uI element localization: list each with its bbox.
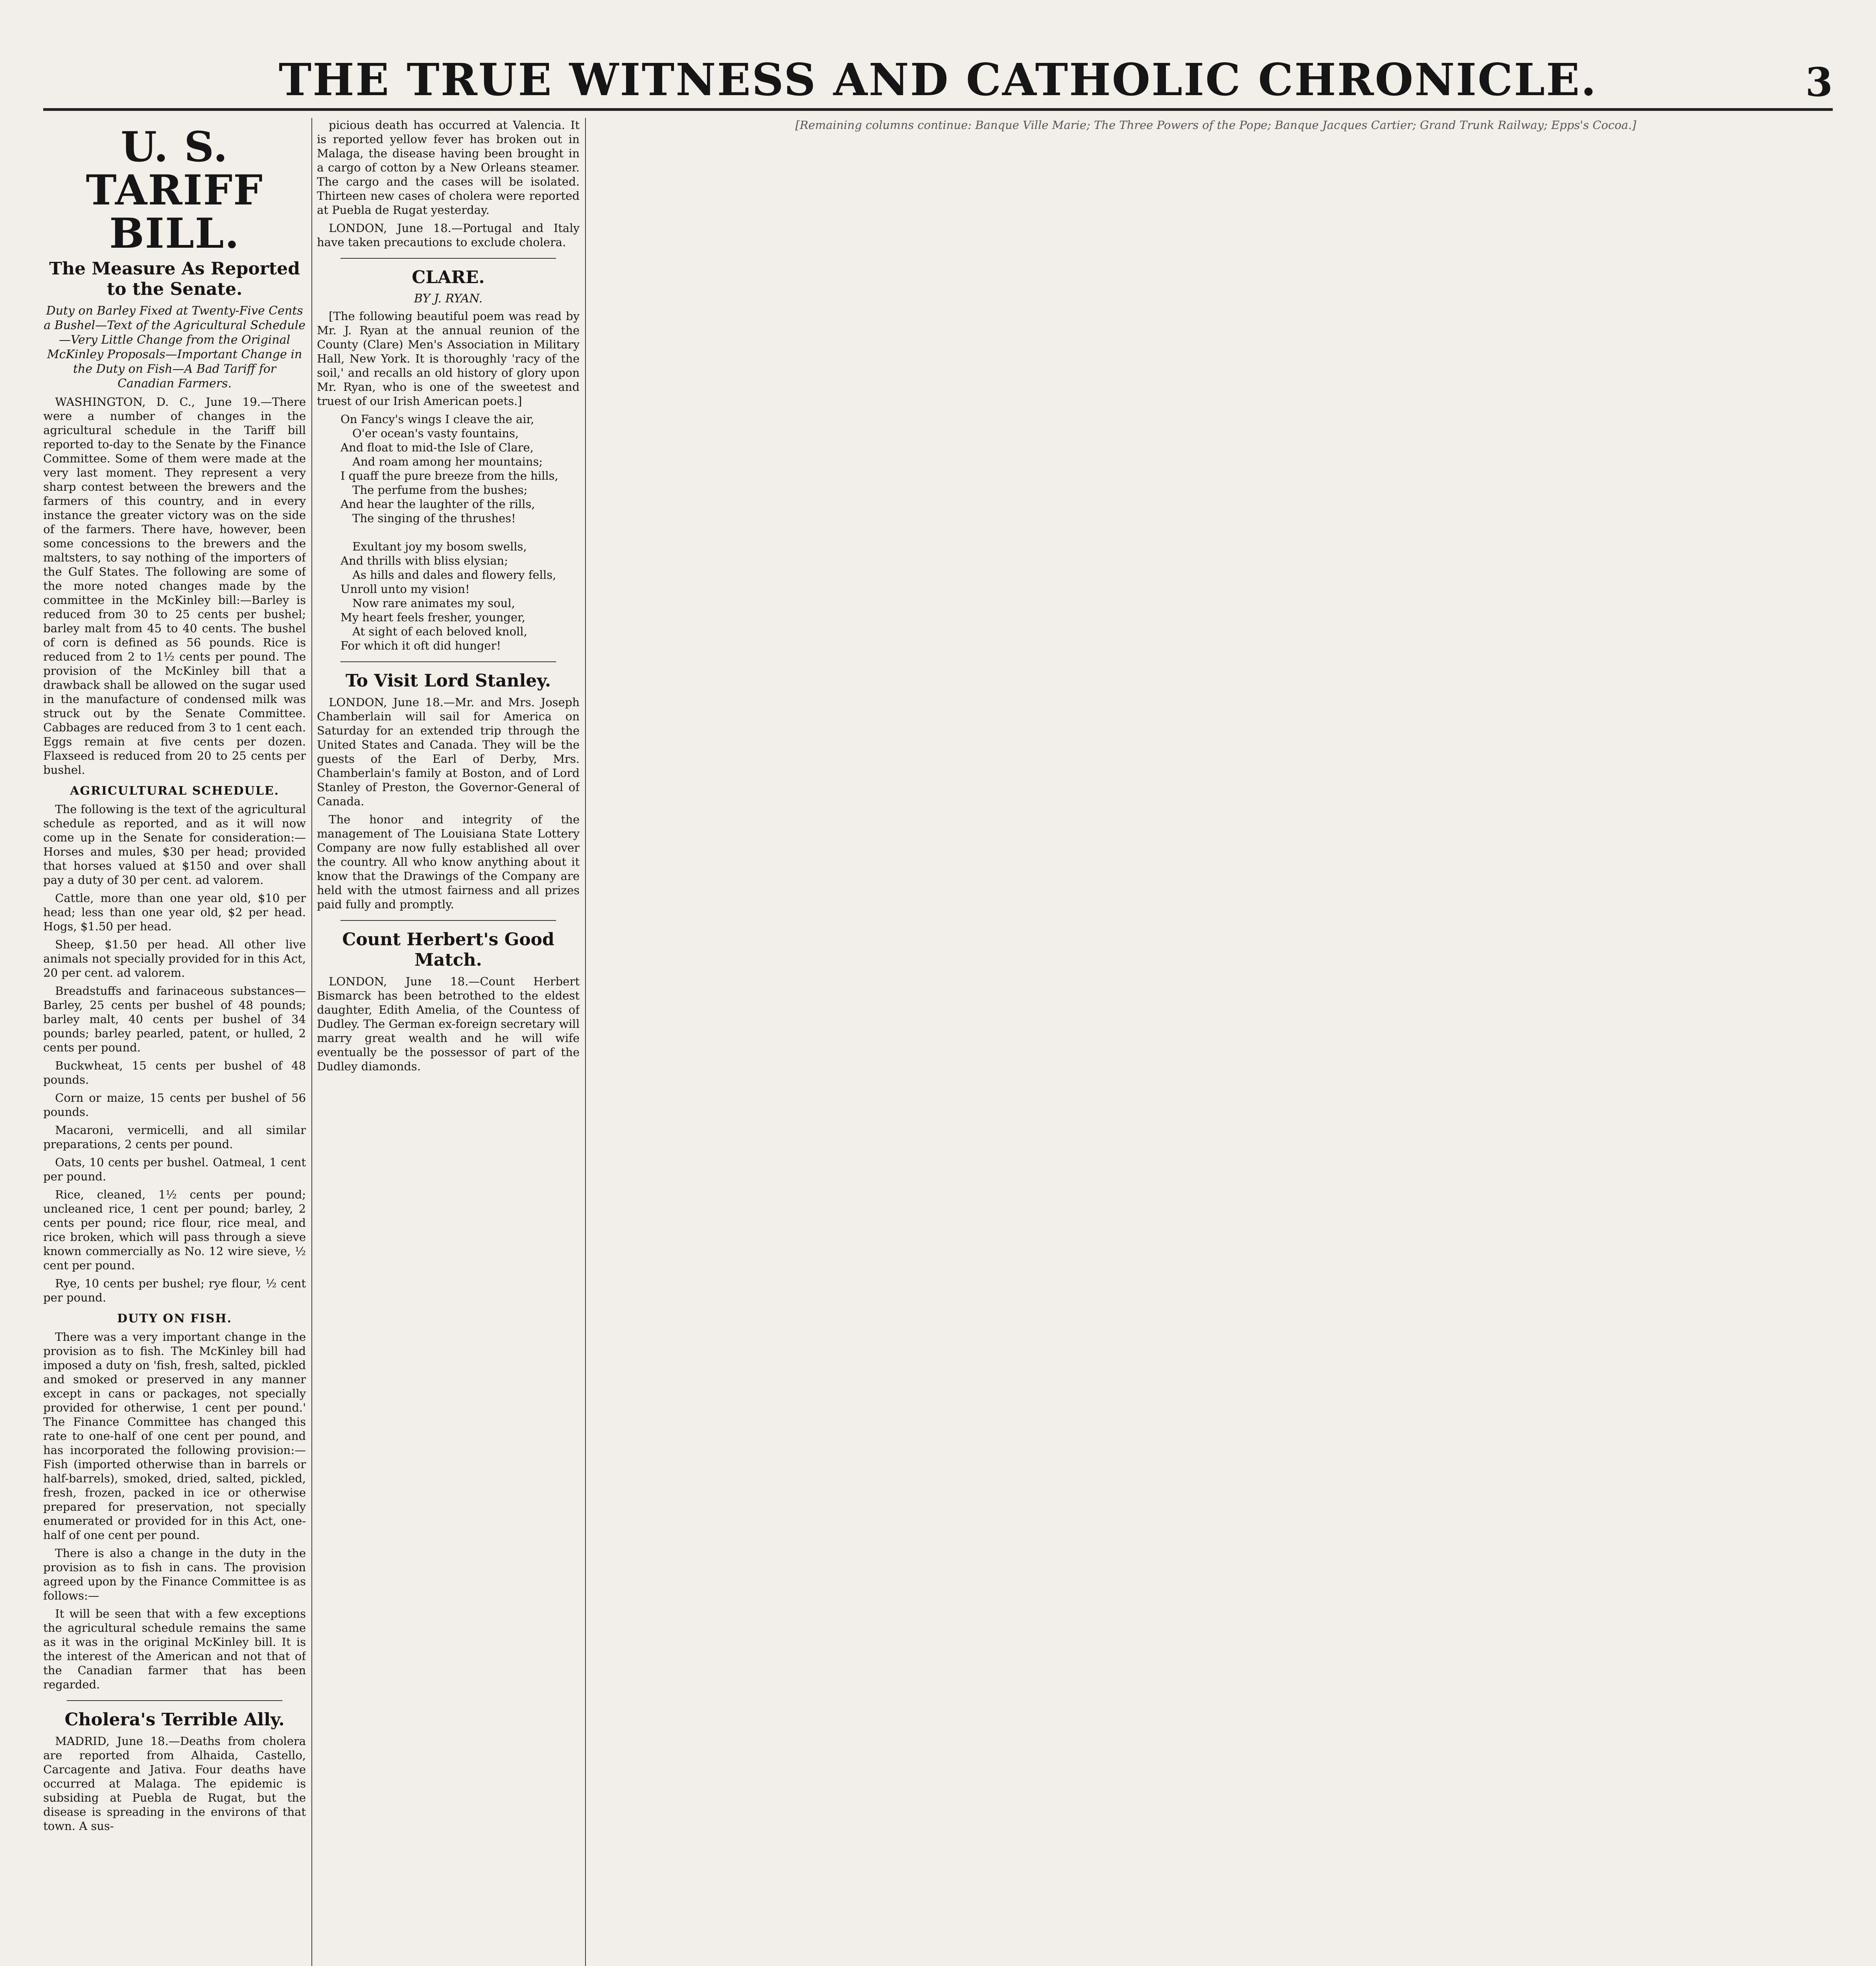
paragraph: Breadstuffs and farinaceous substances—Barley, 25 cents per bushel of 48 pounds; barley malt, 40 cents per bushel of 34 pounds; barley pearled, patent, or hulled, 2 cents per pound.	[43, 984, 306, 1054]
column-rule	[585, 118, 586, 1966]
paragraph: Corn or maize, 15 cents per bushel of 56 pounds.	[43, 1091, 306, 1119]
article-deck-tariff: Duty on Barley Fixed at Twenty-Five Cents a Bushel—Text of the Agricultural Schedule—Very Little Change from the Original McKinley Proposals—Important Change in the Duty on Fish—A Bad Tariff for Canadian Farmers.	[44, 304, 306, 390]
poem-line: Exultant joy my bosom swells,	[352, 540, 527, 553]
separator	[341, 920, 556, 921]
column-2	[317, 118, 580, 1966]
poem-body	[317, 412, 580, 653]
paragraph: LONDON, June 18.—Portugal and Italy have taken precautions to exclude cholera.	[317, 221, 580, 249]
paragraph: It will be seen that with a few exceptions the agricultural schedule remains the same as it was in the original McKinley bill. It is the interest of the American and not that of the Canadian farmer that has been regarded.	[43, 1607, 306, 1691]
separator	[341, 661, 556, 662]
section-heading: AGRICULTURAL SCHEDULE.	[70, 784, 280, 798]
paragraph: WASHINGTON, D. C., June 19.—There were a number of changes in the agricultural schedule in the Tariff bill reported to-day to the Senate by the Finance Committee. Some of them were made at the very last moment. They represent a very sharp contest between the brewers and the farmers of this country, and in every instance the greater victory was on the side of the farmers. There have, however, been some concessions to the brewers and the maltsters, to say nothing of the importers of the Gulf States. The following are some of the more noted changes made by the committee in the McKinley bill:—Barley is reduced from 30 to 25 cents per bushel; barley malt from 45 to 40 cents. The bushel of corn is defined as 56 pounds. Rice is reduced from 2 to 1½ cents per pound. The provision of the McKinley bill that a drawback shall be allowed on the sugar used in the manufacture of condensed milk was struck out by the Senate Committee. Cabbages are reduced from 3 to 1 cent each. Eggs remain at five cents per dozen. Flaxseed is reduced from 20 to 25 cents per bushel.	[43, 395, 306, 777]
poem-line: The perfume from the bushes;	[352, 483, 528, 497]
poem-line: At sight of each beloved knoll,	[352, 625, 527, 638]
newspaper-title: THE TRUE WITNESS AND CATHOLIC CHRONICLE.	[278, 54, 1598, 106]
paragraph: There was a very important change in the provision as to fish. The McKinley bill had imposed a duty on 'fish, fresh, salted, pickled and smoked or preserved in any manner except in cans or packages, not specially provided for otherwise, 1 cent per pound.' The Finance Committee has changed this rate to one-half of one cent per pound, and has incorporated the following provision:—Fish (imported otherwise than in barrels or half-barrels), smoked, dried, salted, pickled, fresh, frozen, packed in ice or otherwise prepared for preservation, not specially enumerated or provided for in this Act, one-half of one cent per pound.	[43, 1330, 306, 1542]
column-rule	[311, 118, 312, 1966]
paragraph: LONDON, June 18.—Mr. and Mrs. Joseph Chamberlain will sail for America on Saturday for an extended trip through the United States and Canada. They will be the guests of the Earl of Derby, Mrs. Chamberlain's family at Boston, and of Lord Stanley of Preston, the Governor-General of Canada.	[317, 696, 580, 808]
paragraph: There is also a change in the duty in the provision as to fish in cans. The provision agreed upon by the Finance Committee is as follows:—	[43, 1546, 306, 1602]
columns-area	[43, 118, 1833, 1966]
remaining-columns	[591, 118, 1829, 1966]
poem-line: For which it oft did hunger!	[341, 639, 501, 652]
paragraph: picious death has occurred at Valencia. It is reported yellow fever has broken out in Malaga, the disease having been brought in a cargo of cotton by a New Orleans steamer. The cargo and the cases will be isolated. Thirteen new cases of cholera were reported at Puebla de Rugat yesterday.	[317, 118, 580, 217]
article-subheading-tariff: The Measure As Reported to the Senate.	[49, 259, 300, 299]
paragraph: Macaroni, vermicelli, and all similar preparations, 2 cents per pound.	[43, 1123, 306, 1151]
poem-line: Now rare animates my soul,	[352, 596, 515, 610]
separator	[67, 1700, 282, 1701]
paragraph: Rye, 10 cents per bushel; rye flour, ½ cent per pound.	[43, 1277, 306, 1304]
article-heading-tariff: U. S. TARIFF BILL.	[86, 122, 263, 258]
poem-line: And float to mid-the Isle of Clare,	[341, 441, 534, 454]
paragraph: The following is the text of the agricultural schedule as reported, and as it will now come up in the Senate for consideration:—Horses and mules, $30 per head; provided that horses valued at $150 and over shall pay a duty of 30 per cent. ad valorem.	[43, 803, 306, 887]
poem-intro: [The following beautiful poem was read by Mr. J. Ryan at the annual reunion of the County (Clare) Men's Association in Military Hall, New York. It is thoroughly 'racy of the soil,' and recalls an old history of glory upon Mr. Ryan, who is one of the sweetest and truest of our Irish American poets.]	[317, 309, 580, 408]
poem-line	[341, 525, 580, 539]
poem-byline: BY J. RYAN.	[414, 292, 483, 306]
poem-line: As hills and dales and flowery fells,	[352, 568, 556, 582]
separator	[341, 258, 556, 259]
paragraph: Rice, cleaned, 1½ cents per pound; uncleaned rice, 1 cent per pound; barley, 2 cents per pound; rice flour, rice meal, and rice broken, which will pass through a sieve known commercially as No. 12 wire sieve, ½ cent per pound.	[43, 1188, 306, 1272]
poem-line: And hear the laughter of the rills,	[341, 497, 535, 511]
article-heading-cholera: Cholera's Terrible Ally.	[64, 1710, 285, 1730]
article-heading-stanley: To Visit Lord Stanley.	[345, 671, 551, 691]
paragraph: LONDON, June 18.—Count Herbert Bismarck has been betrothed to the eldest daughter, Edith Amelia, of the Countess of Dudley. The German ex-foreign secretary will marry great wealth and he will wife eventually be the possessor of part of the Dudley diamonds.	[317, 975, 580, 1073]
page-number: 3	[1805, 59, 1833, 105]
paragraph: MADRID, June 18.—Deaths from cholera are reported from Alhaida, Castello, Carcagente and Jativa. Four deaths have occurred at Malaga. The epidemic is subsiding at Puebla de Rugat, but the disease is spreading in the environs of that town. A sus-	[43, 1734, 306, 1833]
poem-line: And thrills with bliss elysian;	[341, 554, 508, 567]
continuation-note: [Remaining columns continue: Banque Ville Marie; The Three Powers of the Pope; Banque Jacques Cartier; Grand Trunk Railway; Epps's Cocoa.]	[795, 118, 1637, 132]
section-heading: DUTY ON FISH.	[117, 1312, 232, 1325]
paragraph: Oats, 10 cents per bushel. Oatmeal, 1 cent per pound.	[43, 1156, 306, 1183]
poem-line: On Fancy's wings I cleave the air,	[341, 412, 534, 426]
poem-title: CLARE.	[412, 267, 485, 287]
poem-line: My heart feels fresher, younger,	[341, 611, 526, 624]
poem-line: Unroll unto my vision!	[341, 582, 470, 596]
paragraph: Cattle, more than one year old, $10 per head; less than one year old, $2 per head. Hogs, $1.50 per head.	[43, 891, 306, 933]
paragraph: Buckwheat, 15 cents per bushel of 48 pounds.	[43, 1059, 306, 1086]
paragraph: Sheep, $1.50 per head. All other live animals not specially provided for in this Act, 20 per cent. ad valorem.	[43, 938, 306, 979]
poem-line: The singing of the thrushes!	[352, 512, 516, 525]
poem-line: And roam among her mountains;	[352, 455, 543, 468]
poem-line: O'er ocean's vasty fountains,	[352, 427, 519, 440]
article-heading-bismarck: Count Herbert's Good Match.	[342, 930, 554, 970]
masthead	[43, 47, 1833, 111]
paragraph: The honor and integrity of the management of The Louisiana State Lottery Company are now fully established all over the country. All who know anything about it know that the Drawings of the Company are held with the utmost fairness and all prizes paid fully and promptly.	[317, 813, 580, 911]
column-1	[43, 118, 306, 1966]
poem-line: I quaff the pure breeze from the hills,	[341, 469, 558, 482]
